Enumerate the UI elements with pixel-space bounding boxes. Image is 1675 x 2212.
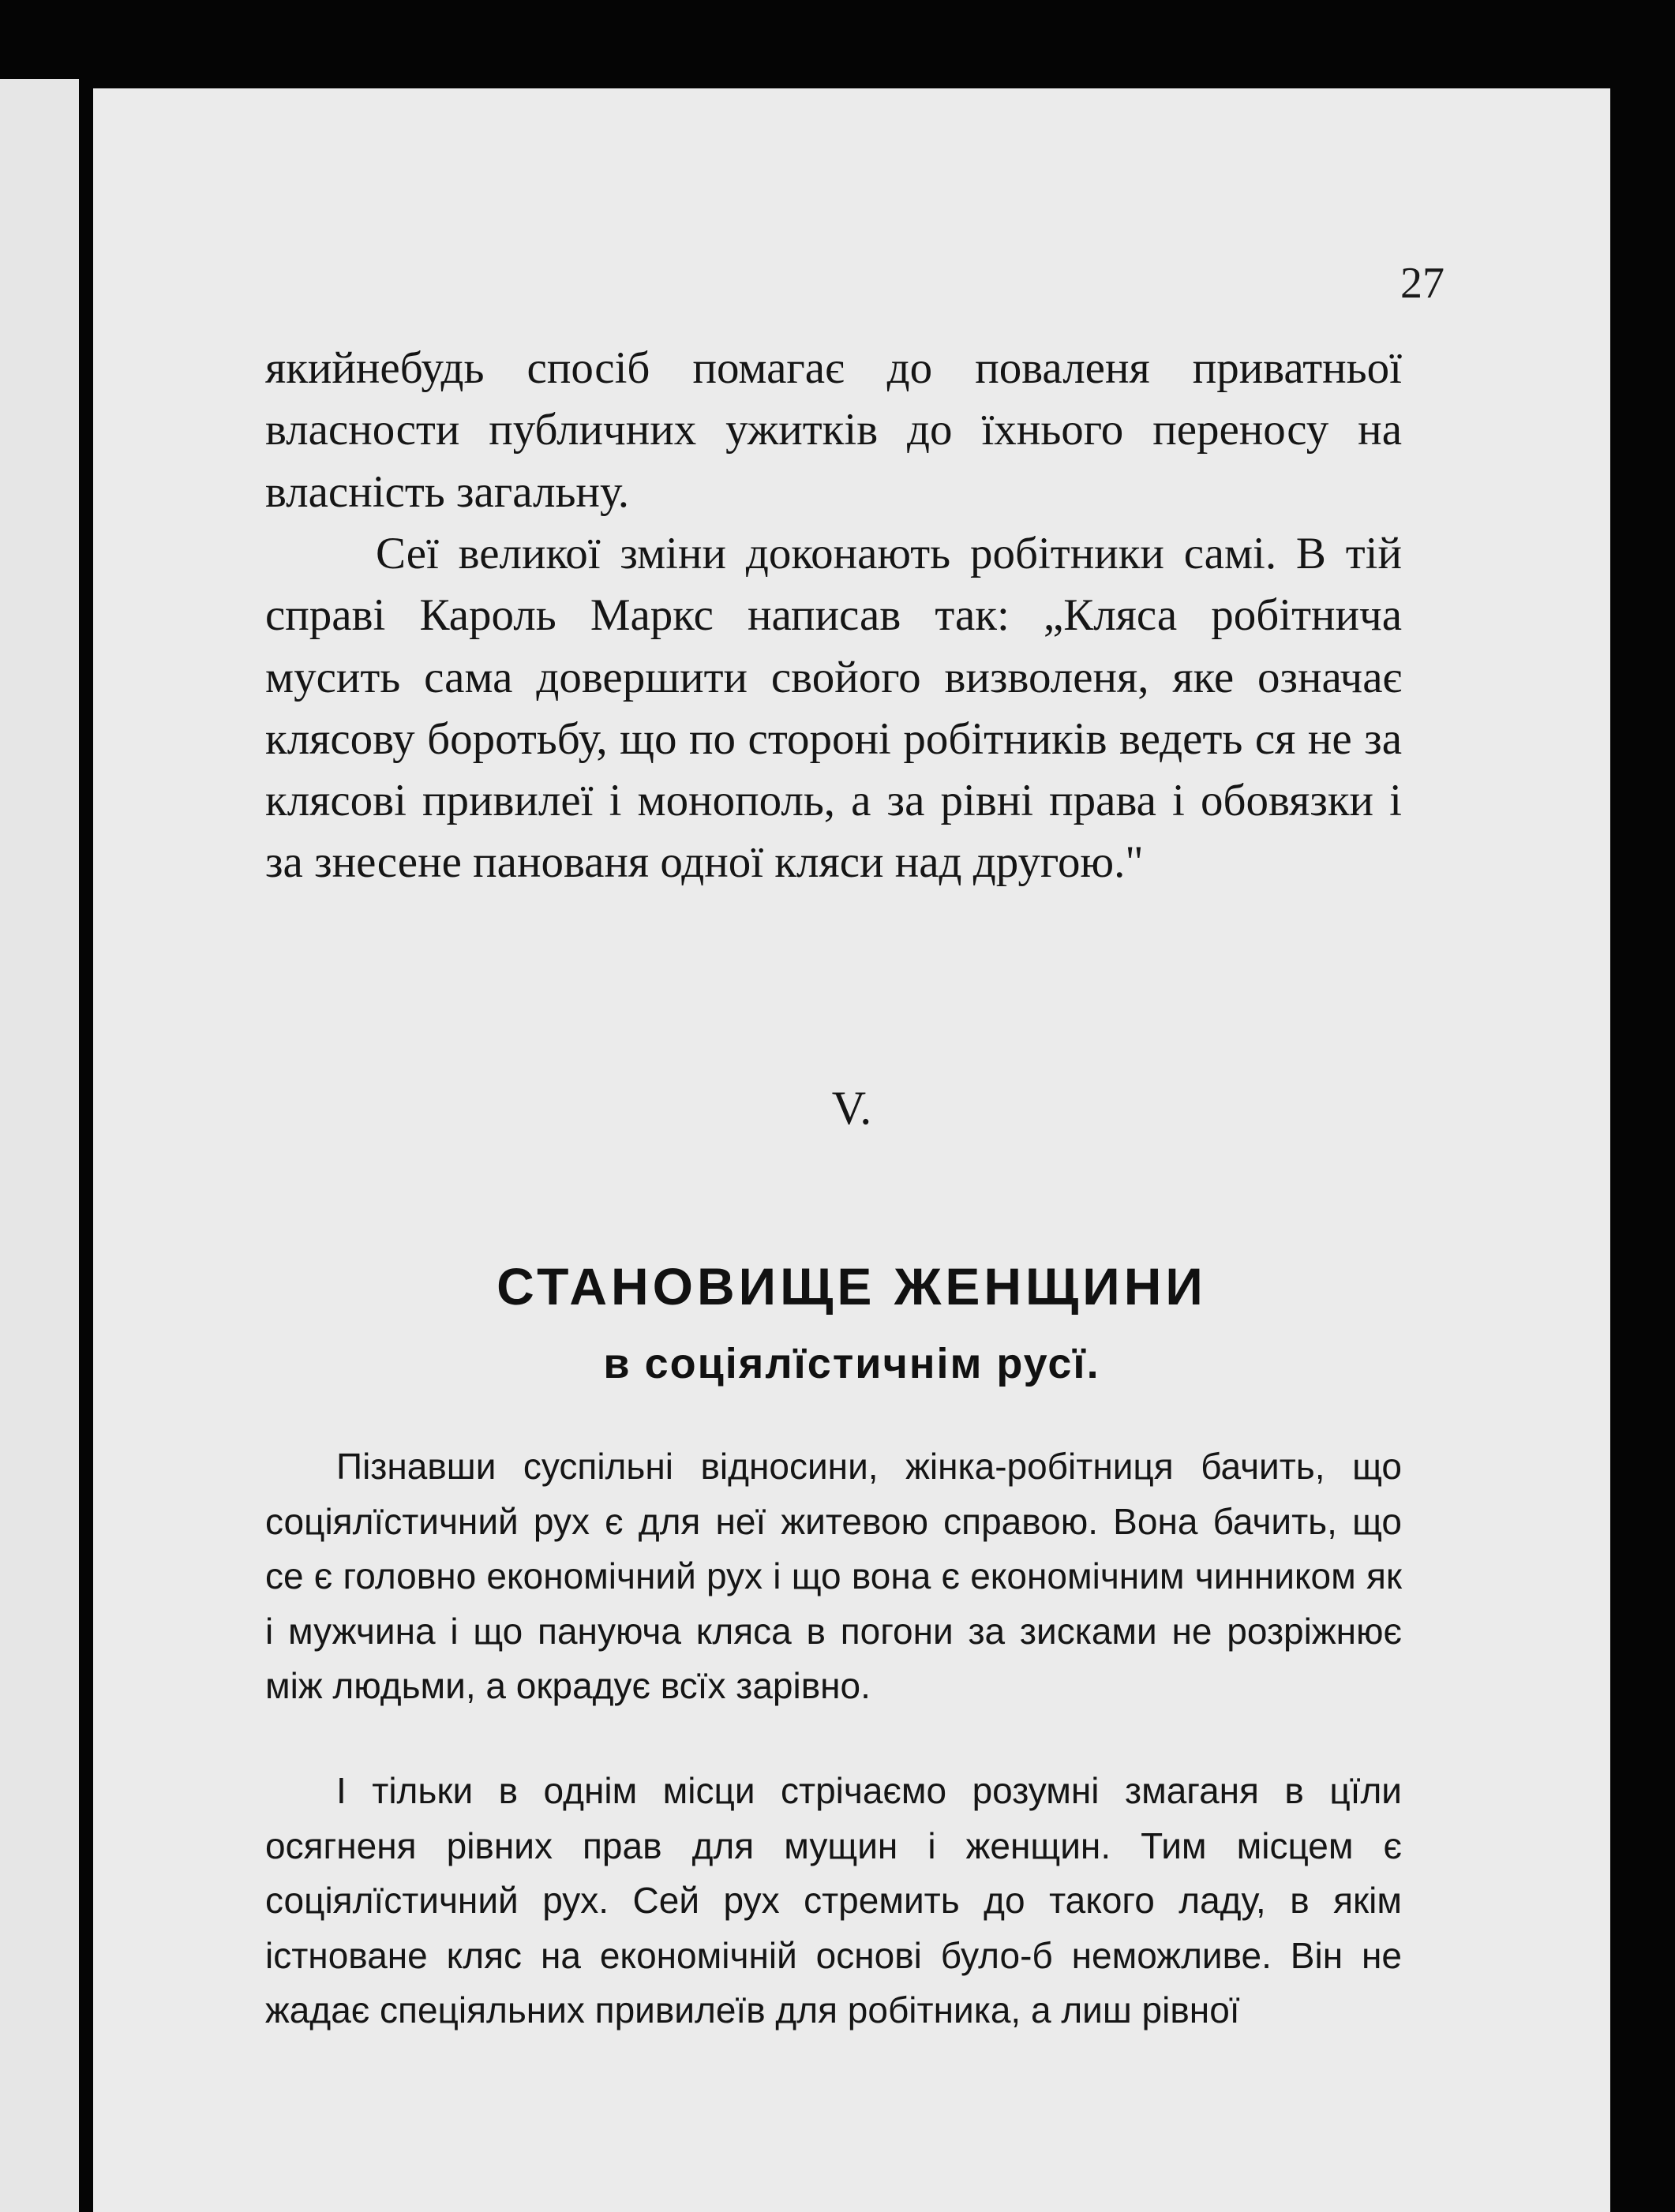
page-number: 27 <box>1400 259 1445 308</box>
book-page <box>93 88 1610 2212</box>
paragraph-marx-quote: Сеї великої зміни доконають робітники самі. В тій справі Кароль Маркс написав так: „Кляса робітнича мусить сама довершити свойого визволеня, яке означає клясову боротьбу, що по стороні робітників ведеть ся не за клясові привилеї і монополь, а за рівні права і обовязки і за знесене панованя одної кляси над другою." <box>265 529 1402 888</box>
section-number: V. <box>831 1082 872 1134</box>
paragraph-continuation: якийнебудь спосіб помагає до поваленя приватньої власности публичних ужитків до їхнього переносу на власність загальну. <box>265 343 1402 517</box>
section-heading: СТАНОВИЩЕ ЖЕНЩИНИ <box>497 1257 1207 1316</box>
paragraph-section-intro: Пізнавши суспільні відносини, жінка-робітниця бачить, що соціялїстичний рух є для неї житевою справою. Вона бачить, що се є головно економічний рух і що вона є економічним чинником як і мужчина і що пануюча кляса в погони за зисками не розріжнює між людьми, а окрадує всїх зарівно. <box>265 1446 1402 1706</box>
paragraph-section-body: І тільки в однім місци стрічаємо розумні змаганя в цїли осягненя рівних прав для мущин і женщин. Тим місцем є соціялїстичний рух. Сей рух стремить до такого ладу, в якім істноване кляс на економічній основі було-б неможливе. Він не жадає спеціяльних привилеїв для робітника, а лиш рівної <box>265 1770 1402 2030</box>
facing-page-edge <box>0 79 79 2212</box>
section-subheading: в соціялїстичнім русї. <box>603 1340 1100 1387</box>
